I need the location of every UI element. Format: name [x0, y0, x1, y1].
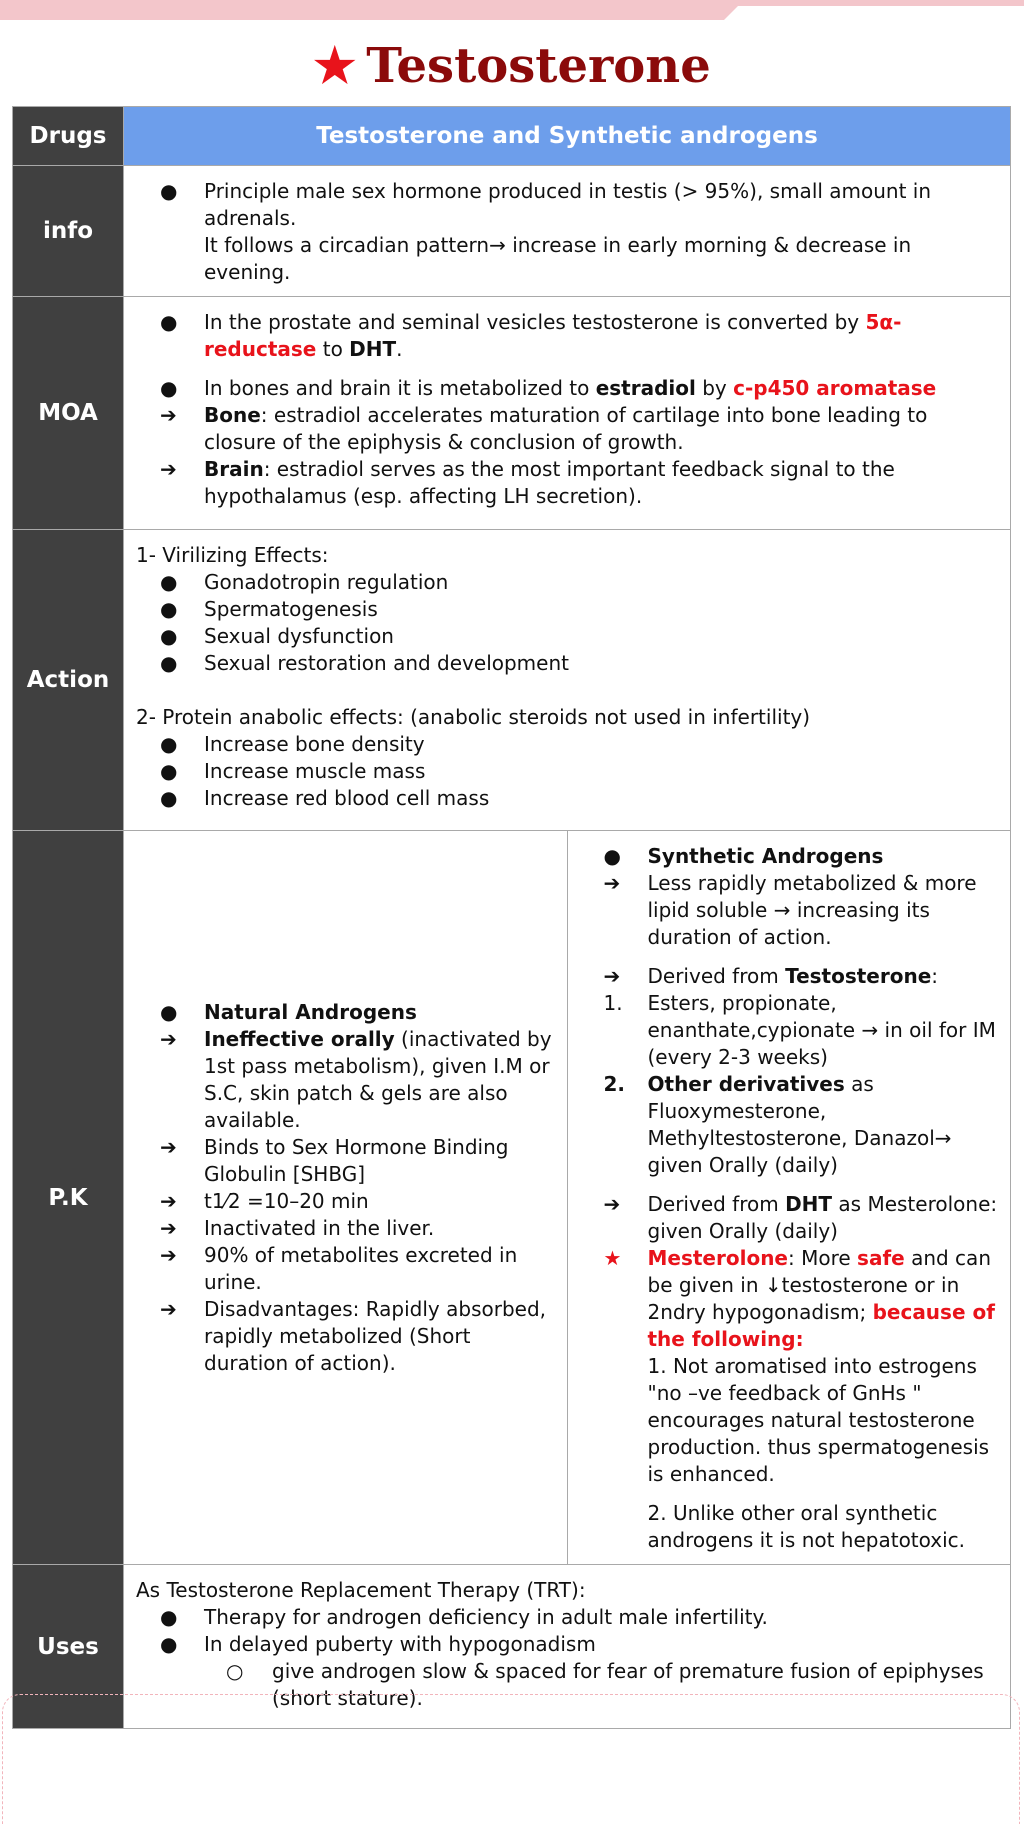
moa-item-1: ● In the prostate and seminal vesicles testosterone is converted by 5α-reductase to DHT.: [160, 310, 902, 361]
action-heading-2: 2- Protein anabolic effects: (anabolic steroids not used in infertility): [136, 705, 811, 729]
list-item: ➔ Disadvantages: Rapidly absorbed, rapidly metabolized (Short duration of action).: [160, 1297, 547, 1375]
bullet-icon: ●: [160, 786, 178, 810]
list-item: ● Spermatogenesis: [160, 597, 378, 621]
uses-label: Uses: [13, 1565, 124, 1729]
pk-row: [13, 831, 1011, 1565]
moa-label: MOA: [13, 297, 124, 530]
page-title: [0, 36, 1024, 96]
info-label: info: [13, 166, 124, 297]
title-text: Testosterone: [366, 38, 711, 94]
list-item: ● In delayed puberty with hypogonadism: [160, 1632, 596, 1656]
natural-title-item: ● Natural Androgens: [160, 1000, 417, 1024]
pk-natural-column: [124, 831, 568, 1565]
arrow-icon: ➔: [160, 457, 177, 481]
list-item: 2. Unlike other oral synthetic androgens it is not hepatotoxic.: [647, 1501, 966, 1552]
bullet-icon: ●: [160, 310, 178, 334]
enzyme-aromatase: c-p450 aromatase: [733, 376, 937, 400]
info-content: [124, 166, 1011, 297]
moa-content: [124, 297, 1011, 530]
bullet-icon: ●: [160, 624, 178, 648]
bullet-icon: ●: [160, 1000, 178, 1024]
bullet-icon: ●: [160, 651, 178, 675]
info-line-2: It follows a circadian pattern→ increase in early morning & decrease in evening.: [204, 233, 912, 284]
arrow-icon: ➔: [603, 964, 621, 988]
arrow-icon: ➔: [160, 1216, 177, 1240]
synthetic-title-item: ● Synthetic Androgens: [603, 844, 884, 868]
list-item: 1. Not aromatised into estrogens "no –ve feedback of GnHs " encourages natural testosterone production. thus spermatogenesis is enhanced.: [647, 1354, 990, 1486]
list-item: 2. Other derivatives as Fluoxymesterone, Methyltestosterone, Danazol→ given Orally (daily): [603, 1072, 952, 1177]
bullet-icon: ●: [160, 1605, 178, 1629]
uses-intro: As Testosterone Replacement Therapy (TRT):: [136, 1578, 586, 1602]
bullet-icon: ●: [160, 597, 178, 621]
top-decoration-bar: [0, 0, 1024, 20]
drug-name-header: Testosterone and Synthetic androgens: [124, 107, 1011, 166]
list-item: ➔ Binds to Sex Hormone Binding Globulin [SHBG]: [160, 1135, 509, 1186]
drugs-label: Drugs: [13, 107, 124, 166]
arrow-icon: ➔: [160, 1027, 177, 1051]
action-heading-1: 1- Virilizing Effects:: [136, 543, 329, 567]
info-row: [13, 166, 1011, 297]
list-item: ★ Mesterolone: More safe and can be given in ↓testosterone or in 2ndry hypogonadism; because of the following:: [603, 1246, 995, 1351]
moa-row: [13, 297, 1011, 530]
bullet-icon: ●: [603, 844, 621, 868]
list-item: 1. Esters, propionate, enanthate,cypionate → in oil for IM (every 2-3 weeks): [603, 991, 996, 1069]
list-item: ➔ t1⁄2 =10–20 min: [160, 1189, 369, 1213]
bullet-icon: ●: [160, 179, 178, 203]
action-label: Action: [13, 530, 124, 831]
list-item: ● Gonadotropin regulation: [160, 570, 449, 594]
bullet-icon: ●: [160, 570, 178, 594]
sub-list-item: ○ give androgen slow & spaced for fear of premature fusion of epiphyses (short stature).: [226, 1659, 984, 1710]
list-item: ● Therapy for androgen deficiency in adult male infertility.: [160, 1605, 768, 1629]
list-item: ● Increase bone density: [160, 732, 425, 756]
info-item: [136, 178, 998, 286]
drug-table: [12, 106, 1011, 1729]
pk-synthetic-column: [567, 831, 1011, 1565]
list-item: ➔ Less rapidly metabolized & more lipid soluble → increasing its duration of action.: [603, 871, 977, 949]
star-icon: ★: [603, 1246, 622, 1270]
header-row: [13, 107, 1011, 166]
list-item: ➔ 90% of metabolites excreted in urine.: [160, 1243, 518, 1294]
pk-label: P.K: [13, 831, 124, 1565]
arrow-icon: ➔: [160, 1189, 177, 1213]
info-line-1: Principle male sex hormone produced in testis (> 95%), small amount in adrenals.: [204, 179, 932, 230]
bullet-icon: ●: [160, 1632, 178, 1656]
action-row: [13, 530, 1011, 831]
list-item: ➔ Ineffective orally (inactivated by 1st pass metabolism), given I.M or S.C, skin patch & gels are also available.: [160, 1027, 552, 1132]
arrow-icon: ➔: [160, 1297, 177, 1321]
arrow-icon: ➔: [160, 403, 177, 427]
moa-item-bone: ➔ Bone: estradiol accelerates maturation of cartilage into bone leading to closure of the epiphysis & conclusion of growth.: [160, 403, 928, 454]
list-item: ➔ Inactivated in the liver.: [160, 1216, 435, 1240]
moa-item-2: ● In bones and brain it is metabolized to estradiol by c-p450 aromatase: [160, 376, 937, 400]
footer-dashed-box: [2, 1694, 1020, 1824]
moa-item-brain: ➔ Brain: estradiol serves as the most important feedback signal to the hypothalamus (esp. affecting LH secretion).: [160, 457, 895, 508]
arrow-icon: ➔: [603, 1192, 621, 1216]
list-item: ● Increase red blood cell mass: [160, 786, 490, 810]
bullet-icon: ●: [160, 732, 178, 756]
list-item: ● Sexual restoration and development: [160, 651, 569, 675]
list-item: ● Increase muscle mass: [160, 759, 426, 783]
arrow-icon: ➔: [603, 871, 621, 895]
list-item: ➔ Derived from Testosterone:: [603, 964, 939, 988]
arrow-icon: ➔: [160, 1243, 177, 1267]
top-bar-notch: [724, 6, 1024, 20]
star-icon: ★: [313, 38, 357, 94]
circle-bullet-icon: ○: [226, 1659, 244, 1683]
list-item: ● Sexual dysfunction: [160, 624, 394, 648]
enzyme-5a-reductase: 5α-reductase: [204, 310, 902, 361]
arrow-icon: ➔: [160, 1135, 177, 1159]
bullet-icon: ●: [160, 376, 178, 400]
list-item: ➔ Derived from DHT as Mesterolone: given Orally (daily): [603, 1192, 998, 1243]
bullet-icon: ●: [160, 759, 178, 783]
action-content: [124, 530, 1011, 831]
